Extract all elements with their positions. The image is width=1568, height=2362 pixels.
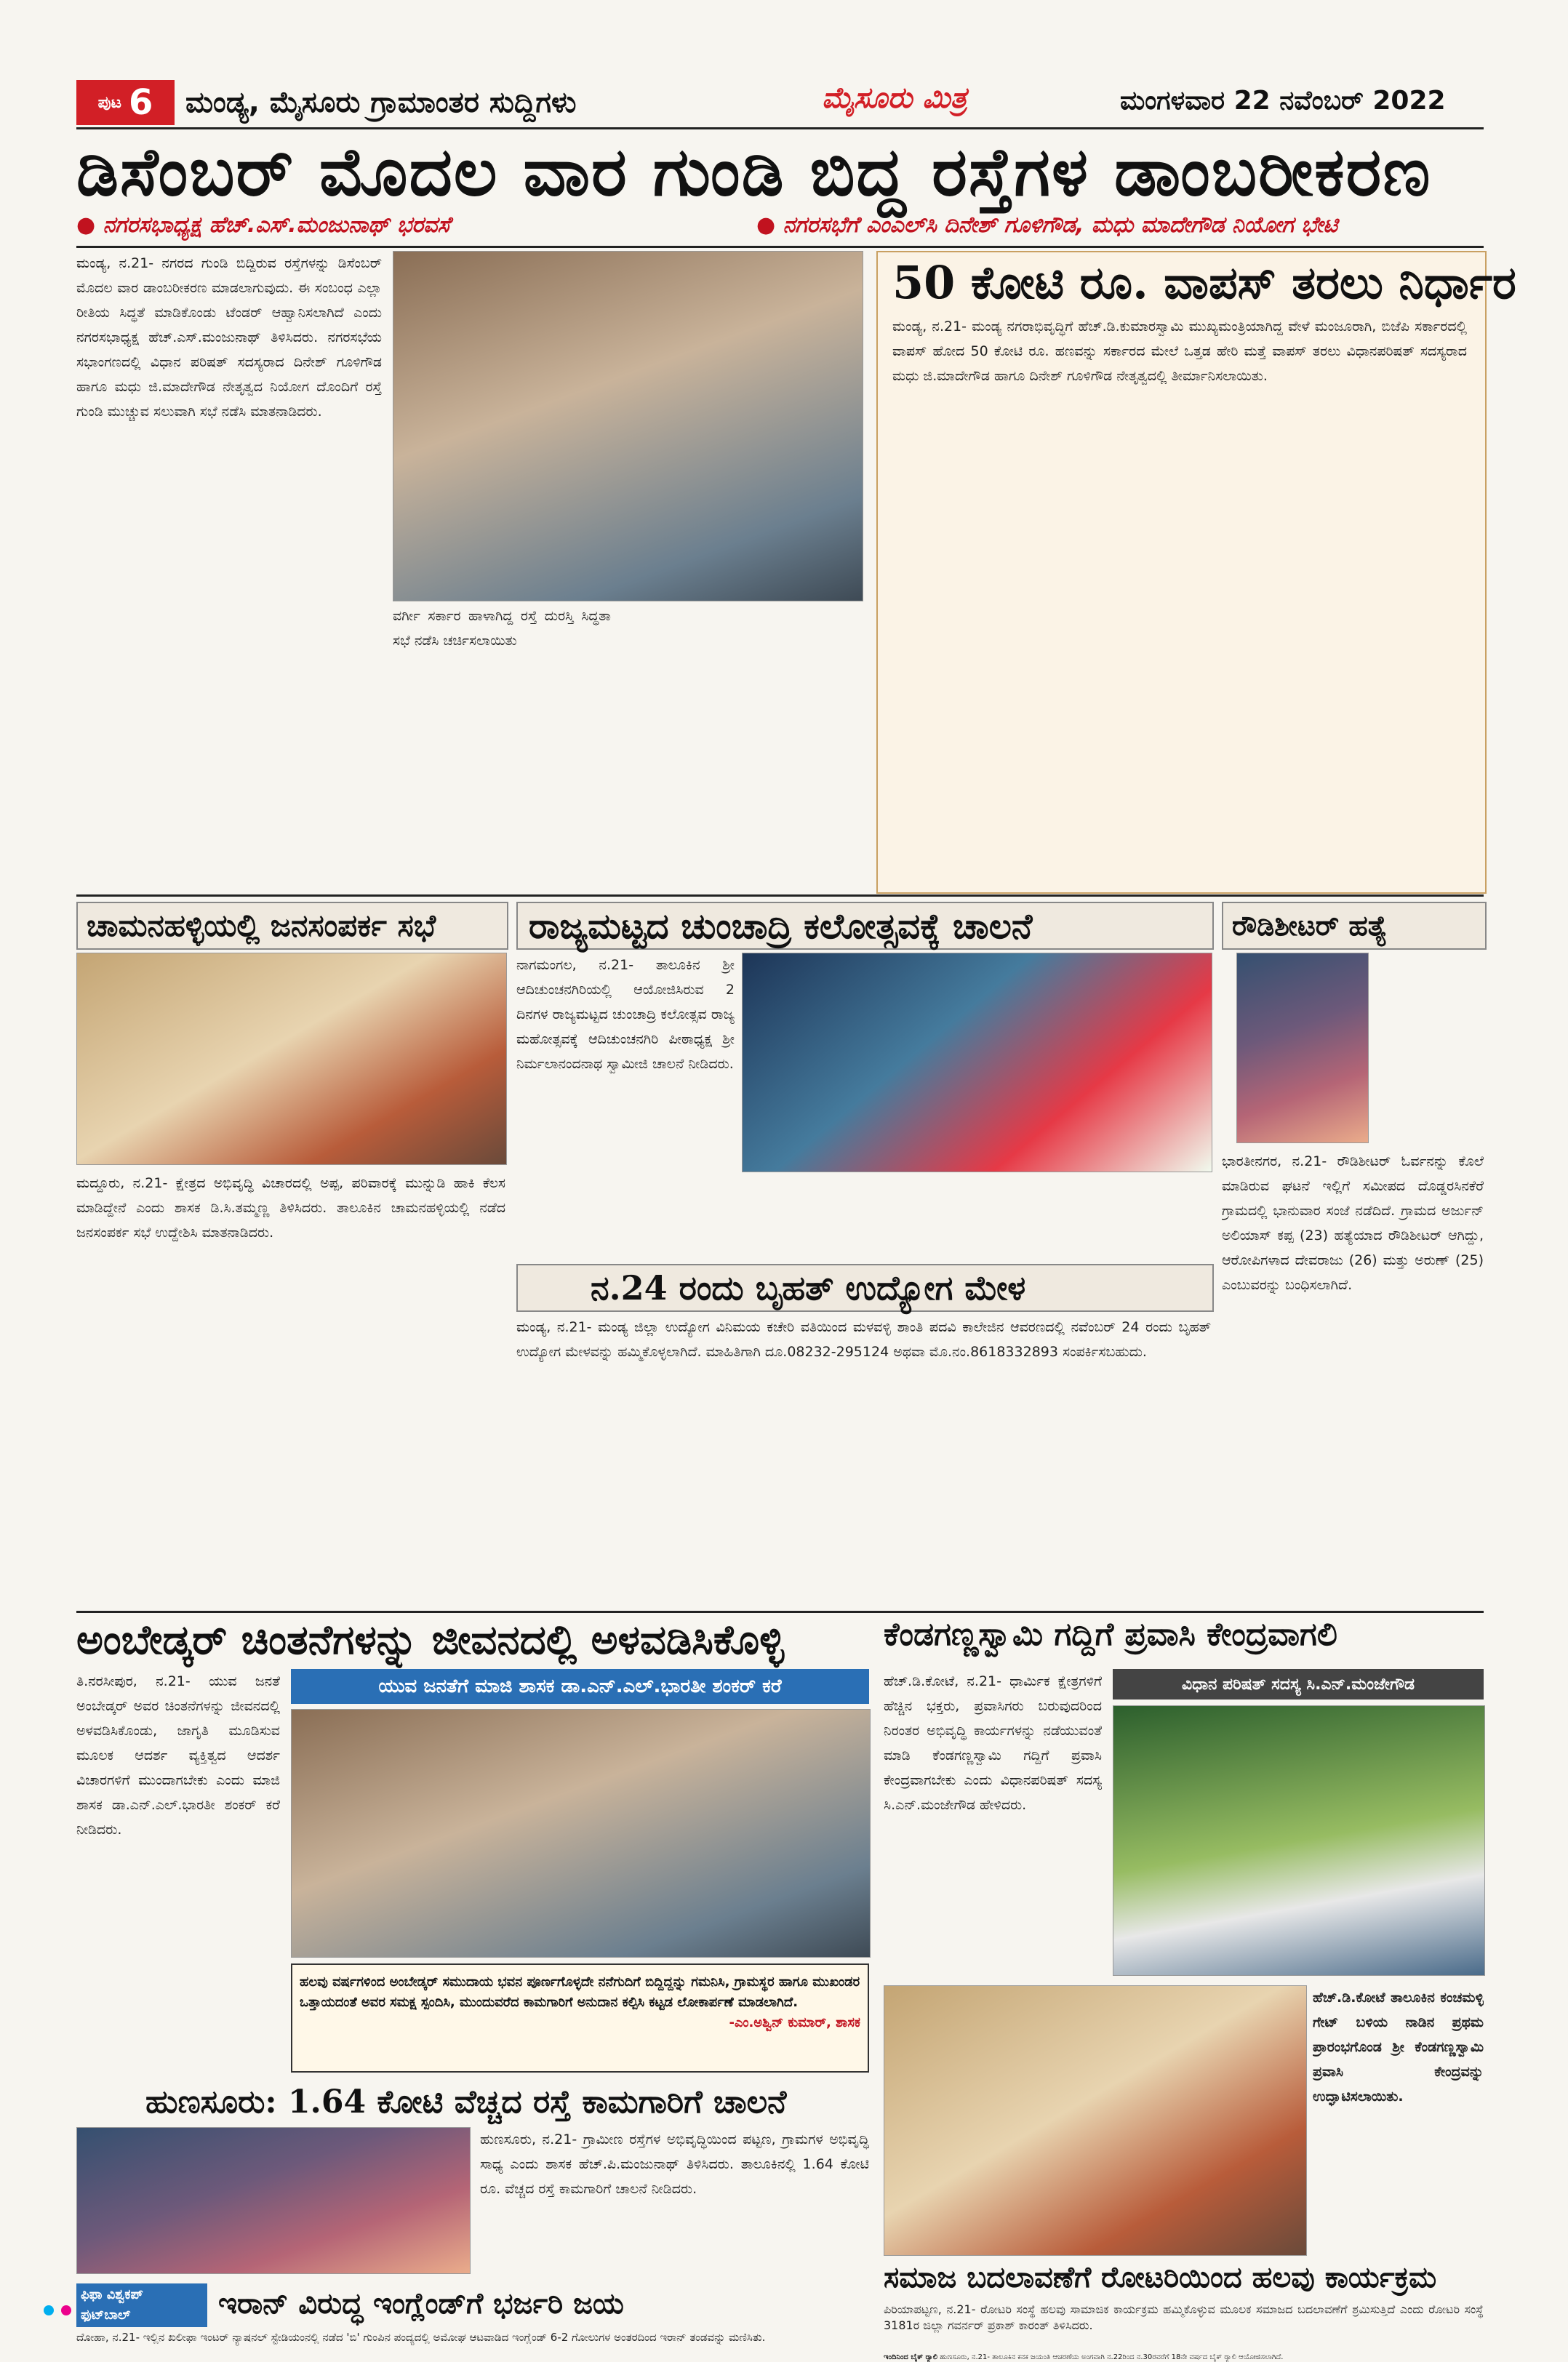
story-hunsur-headline: ಹುಣಸೂರು: 1.64 ಕೋಟಿ ವೆಚ್ಚದ ರಸ್ತೆ ಕಾಮಗಾರಿಗೆ ಚಾಲನೆ xyxy=(145,2083,787,2121)
lead-caption: ವರ್ಗೀ ಸರ್ಕಾರ ಹಾಳಾಗಿದ್ದ ರಸ್ತೆ ದುರಸ್ತಿ ಸಿದ್ಧತಾ ಸಭೆ ನಡೆಸಿ ಚರ್ಚಿಸಲಾಯಿತು xyxy=(393,608,611,649)
story-rowdy-body-wrap xyxy=(1222,1149,1484,1607)
story-kalotsava-body-wrap xyxy=(516,953,735,1258)
story-50cr-body-wrap xyxy=(892,314,1467,881)
lead-headline: ಡಿಸೆಂಬರ್ ಮೊದಲ ವಾರ ಗುಂಡಿ ಬಿದ್ದ ರಸ್ತೆಗಳ ಡಾಂಬರೀಕರಣ xyxy=(76,132,1432,211)
story-janasampark-headline: ಚಾಮನಹಳ್ಳಿಯಲ್ಲಿ ಜನಸಂಪರ್ಕ ಸಭೆ xyxy=(87,908,436,943)
kendaganna-caption-wrap xyxy=(1313,1985,1484,2254)
story-bike-rally xyxy=(884,2353,1484,2362)
kalotsava-photo xyxy=(742,953,1212,1172)
kendaganna-band: ವಿಧಾನ ಪರಿಷತ್ ಸದಸ್ಯ ಸಿ.ಎನ್.ಮಂಜೇಗೌಡ xyxy=(1113,1669,1484,1700)
story-janasampark-body-wrap xyxy=(76,1171,505,1607)
story-kendaganna-headline: ಕೆಂಡಗಣ್ಣಸ್ವಾಮಿ ಗದ್ದಿಗೆ ಪ್ರವಾಸಿ ಕೇಂದ್ರವಾಗಲಿ xyxy=(884,1616,1337,1653)
lead-subhead-1: ● ನಗರಸಭಾಧ್ಯಕ್ಷ ಹೆಚ್.ಎಸ್.ಮಂಜುನಾಥ್ ಭರವಸೆ xyxy=(76,212,450,238)
section-title: ಮಂಡ್ಯ, ಮೈಸೂರು ಗ್ರಾಮಾಂತರ ಸುದ್ದಿಗಳು xyxy=(185,86,577,119)
story-kalotsava-head xyxy=(516,902,1214,950)
issue-date: ಮಂಗಳವಾರ 22 ನವೆಂಬರ್ 2022 xyxy=(1120,86,1446,116)
magenta-dot xyxy=(61,2305,71,2315)
story-hunsur-body: ಹುಣಸೂರು, ನ.21- ಗ್ರಾಮೀಣ ರಸ್ತೆಗಳ ಅಭಿವೃದ್ಧಿಯಿಂದ ಪಟ್ಟಣ, ಗ್ರಾಮಗಳ ಅಭಿವೃದ್ಧಿ ಸಾಧ್ಯ ಎಂದು ಶಾಸಕ ಹೆಚ್.ಪಿ.ಮಂಜುನಾಥ್ ತಿಳಿಸಿದರು. ತಾಲೂಕಿನಲ್ಲಿ 1.64 ಕೋಟಿ ರೂ. ವೆಚ್ಚದ ರಸ್ತೆ ಕಾಮಗಾರಿಗೆ ಚಾಲನೆ ನೀಡಿದರು. xyxy=(480,2131,869,2197)
fifa-tag-line1: ಫಿಫಾ ವಿಶ್ವಕಪ್ xyxy=(81,2287,143,2302)
story-ambedkar-headline: ಅಂಬೇಡ್ಕರ್ ಚಿಂತನೆಗಳನ್ನು ಜೀವನದಲ್ಲಿ ಅಳವಡಿಸಿಕೊಳ್ಳಿ xyxy=(76,1616,785,1664)
divider xyxy=(76,1611,1484,1613)
divider xyxy=(76,246,1484,248)
story-rotary-body-wrap xyxy=(884,2302,1484,2353)
story-fifa-body: ದೋಹಾ, ನ.21- ಇಲ್ಲಿನ ಖಲೀಫಾ ಇಂಟರ್ ನ್ಯಾಷನಲ್ ಸ್ಟೇಡಿಯಂನಲ್ಲಿ ನಡೆದ 'ಬಿ' ಗುಂಪಿನ ಪಂದ್ಯದಲ್ಲಿ ಅಮೋಘ ಆಟವಾಡಿದ ಇಂಗ್ಲೆಂಡ್ 6-2 ಗೋಲುಗಳ ಅಂತರದಿಂದ ಇರಾನ್ ತಂಡವನ್ನು ಮಣಿಸಿತು. xyxy=(76,2331,766,2344)
story-50cr-body: ಮಂಡ್ಯ, ನ.21- ಮಂಡ್ಯ ನಗರಾಭಿವೃದ್ಧಿಗೆ ಹೆಚ್.ಡಿ.ಕುಮಾರಸ್ವಾಮಿ ಮುಖ್ಯಮಂತ್ರಿಯಾಗಿದ್ದ ವೇಳೆ ಮಂಜೂರಾಗಿ, ಬಿಜೆಪಿ ಸರ್ಕಾರದಲ್ಲಿ ವಾಪಸ್ ಹೋದ 50 ಕೋಟಿ ರೂ. ಹಣವನ್ನು ಸರ್ಕಾರದ ಮೇಲೆ ಒತ್ತಡ ಹೇರಿ ಮತ್ತೆ ವಾಪಸ್ ತರಲು ವಿಧಾನಪರಿಷತ್ ಸದಸ್ಯರಾದ ಮಧು ಜಿ.ಮಾದೇಗೌಡ ಹಾಗೂ ದಿನೇಶ್ ಗೂಳಿಗೌಡ ನೇತೃತ್ವದಲ್ಲಿ ತೀರ್ಮಾನಿಸಲಾಯಿತು. xyxy=(892,319,1467,384)
newspaper-logo: ಮೈಸೂರು ಮಿತ್ರ xyxy=(822,81,967,115)
story-janasampark-body: ಮದ್ದೂರು, ನ.21- ಕ್ಷೇತ್ರದ ಅಭಿವೃದ್ಧಿ ವಿಚಾರದಲ್ಲಿ ಅಪ್ಪ, ಪರಿವಾರಕ್ಕೆ ಮುನ್ನುಡಿ ಹಾಕಿ ಕೆಲಸ ಮಾಡಿದ್ದೇನೆ ಎಂದು ಶಾಸಕ ಡಿ.ಸಿ.ತಮ್ಮಣ್ಣ ತಿಳಿಸಿದರು. ತಾಲೂಕಿನ ಚಾಮನಹಳ್ಳಿಯಲ್ಲಿ ನಡೆದ ಜನಸಂಪರ್ಕ ಸಭೆ ಉದ್ದೇಶಿಸಿ ಮಾತನಾಡಿದರು. xyxy=(76,1175,505,1241)
rowdy-photo xyxy=(1236,953,1369,1143)
hunsur-photo xyxy=(76,2127,471,2274)
story-ambedkar-body: ತಿ.ನರಸೀಪುರ, ನ.21- ಯುವ ಜನತೆ ಅಂಬೇಡ್ಕರ್ ಅವರ ಚಿಂತನೆಗಳನ್ನು ಜೀವನದಲ್ಲಿ ಅಳವಡಿಸಿಕೊಂಡು, ಜಾಗೃತಿ ಮೂಡಿಸುವ ಮೂಲಕ ಆದರ್ಶ ವ್ಯಕ್ತಿತ್ವದ ಆದರ್ಶ ವಿಚಾರಗಳಿಗೆ ಮುಂದಾಗಬೇಕು ಎಂದು ಮಾಜಿ ಶಾಸಕ ಡಾ.ಎನ್.ಎಲ್.ಭಾರತೀ ಶಂಕರ್ ಕರೆ ನೀಡಿದರು. xyxy=(76,1673,280,1838)
page-number: 6 xyxy=(128,82,153,123)
story-rotary-body: ಪಿರಿಯಾಪಟ್ಟಣ, ನ.21- ರೋಟರಿ ಸಂಸ್ಥೆ ಹಲವು ಸಾಮಾಜಿಕ ಕಾರ್ಯಕ್ರಮ ಹಮ್ಮಿಕೊಳ್ಳುವ ಮೂಲಕ ಸಮಾಜದ ಬದಲಾವಣೆಗೆ ಶ್ರಮಿಸುತ್ತಿದೆ ಎಂದು ರೋಟರಿ ಸಂಸ್ಥೆ 3181ರ ಜಿಲ್ಲಾ ಗವರ್ನರ್ ಪ್ರಕಾಶ್ ಕಾರಂತ್ ತಿಳಿಸಿದರು. xyxy=(884,2302,1484,2332)
story-rowdy-body: ಭಾರತೀನಗರ, ನ.21- ರೌಡಿಶೀಟರ್ ಓರ್ವನನ್ನು ಕೊಲೆ ಮಾಡಿರುವ ಘಟನೆ ಇಲ್ಲಿಗೆ ಸಮೀಪದ ದೊಡ್ಡರಸಿನಕೆರೆ ಗ್ರಾಮದಲ್ಲಿ ಭಾನುವಾರ ಸಂಜೆ ನಡೆದಿದೆ. ಗ್ರಾಮದ ಅರ್ಜುನ್ ಅಲಿಯಾಸ್ ಕಪ್ಪ (23) ಹತ್ಯೆಯಾದ ರೌಡಿಶೀಟರ್ ಆಗಿದ್ದು, ಆರೋಪಿಗಳಾದ ದೇವರಾಜು (26) ಮತ್ತು ಅರುಣ್ (25) ಎಂಬುವರನ್ನು ಬಂಧಿಸಲಾಗಿದೆ. xyxy=(1222,1153,1484,1293)
story-jobfair-head xyxy=(516,1264,1214,1312)
ambedkar-quote: ಹಲವು ವರ್ಷಗಳಿಂದ ಅಂಬೇಡ್ಕರ್ ಸಮುದಾಯ ಭವನ ಪೂರ್ಣಗೊಳ್ಳದೇ ನನೆಗುದಿಗೆ ಬಿದ್ದಿದ್ದನ್ನು ಗಮನಿಸಿ, ಗ್ರಾಮಸ್ಥರ ಹಾಗೂ ಮುಖಂಡರ ಒತ್ತಾಯದಂತೆ ಅವರ ಸಮಕ್ಷ ಸ್ಪಂದಿಸಿ, ಮುಂದುವರೆದ ಕಾಮಗಾರಿಗೆ ಅನುದಾನ ಕಲ್ಪಿಸಿ ಕಟ್ಟಡ ಲೋಕಾರ್ಪಣೆ ಮಾಡಲಾಗಿದೆ. xyxy=(300,1974,860,2010)
story-bike-rally-body: ಹುಣಸೂರು, ನ.21- ತಾಲೂಕಿನ ಕನಕ ಜಯಂತಿ ಆಚರಣೆಯ ಅಂಗವಾಗಿ ನ.22ರಿಂದ ನ.30ರವರೆಗೆ 18ನೇ ವರ್ಷದ ಬೈಕ್ ರ್‍ಯಾಲಿ ಆಯೋಜಿಸಲಾಗಿದೆ. xyxy=(940,2353,1284,2361)
story-jobfair-headline: ನ.24 ರಂದು ಬೃಹತ್ ಉದ್ಯೋಗ ಮೇಳ xyxy=(591,1268,1026,1308)
story-kalotsava-headline: ರಾಜ್ಯಮಟ್ಟದ ಚುಂಚಾದ್ರಿ ಕಲೋತ್ಸವಕ್ಕೆ ಚಾಲನೆ xyxy=(529,906,1033,947)
lead-caption-col xyxy=(393,604,611,891)
lead-subhead-2: ● ನಗರಸಭೆಗೆ ಎಂಎಲ್‌ಸಿ ದಿನೇಶ್ ಗೂಳಿಗೌಡ, ಮಧು ಮಾದೇಗೌಡ ನಿಯೋಗ ಭೇಟಿ xyxy=(756,212,1338,238)
fifa-tag xyxy=(76,2283,207,2327)
story-ambedkar-body-wrap xyxy=(76,1669,280,2076)
kendaganna-caption: ಹೆಚ್.ಡಿ.ಕೋಟೆ ತಾಲೂಕಿನ ಕಂಚಮಳ್ಳಿ ಗೇಟ್ ಬಳಿಯ ನಾಡಿನ ಪ್ರಥಮ ಪ್ರಾರಂಭಗೊಂಡ ಶ್ರೀ ಕೆಂಡಗಣ್ಣಸ್ವಾಮಿ ಪ್ರವಾಸಿ ಕೇಂದ್ರವನ್ನು ಉದ್ಘಾಟಿಸಲಾಯಿತು. xyxy=(1313,1990,1484,2105)
lead-body-col1 xyxy=(76,251,382,891)
story-50cr-box xyxy=(876,251,1516,894)
story-rowdy-headline: ರೌಡಿಶೀಟರ್ ಹತ್ಯೆ xyxy=(1232,909,1388,942)
fifa-tag-line2: ಫುಟ್‌ಬಾಲ್ xyxy=(81,2307,131,2323)
lead-photo xyxy=(393,251,863,601)
janasampark-photo xyxy=(76,953,507,1165)
story-fifa-body-wrap xyxy=(76,2330,869,2352)
kendaganna-photo-1 xyxy=(1113,1705,1485,1976)
story-fifa-box xyxy=(76,2283,869,2353)
story-janasampark-head xyxy=(76,902,508,950)
story-fifa-headline: ಇರಾನ್ ವಿರುದ್ಧ ಇಂಗ್ಲೆಂಡ್‌ಗೆ ಭರ್ಜರಿ ಜಯ xyxy=(218,2286,624,2321)
page-label: ಪುಟ xyxy=(97,93,121,112)
cyan-dot xyxy=(44,2305,54,2315)
ambedkar-quote-by: -ಎಂ.ಅಶ್ವಿನ್ ಕುಮಾರ್, ಶಾಸಕ xyxy=(729,2015,860,2030)
divider xyxy=(76,894,1484,897)
ambedkar-band: ಯುವ ಜನತೆಗೆ ಮಾಜಿ ಶಾಸಕ ಡಾ.ಎನ್.ಎಲ್.ಭಾರತೀ ಶಂಕರ್ ಕರೆ xyxy=(291,1669,869,1704)
story-jobfair-body-wrap xyxy=(516,1315,1211,1606)
kendaganna-photo-2 xyxy=(884,1985,1307,2256)
story-kalotsava-body: ನಾಗಮಂಗಲ, ನ.21- ತಾಲೂಕಿನ ಶ್ರೀ ಆದಿಚುಂಚನಗಿರಿಯಲ್ಲಿ ಆಯೋಜಿಸಿರುವ 2 ದಿನಗಳ ರಾಜ್ಯಮಟ್ಟದ ಚುಂಚಾದ್ರಿ ಕಲೋತ್ಸವ ರಾಜ್ಯ ಮಹೋತ್ಸವಕ್ಕೆ ಆದಿಚುಂಚನಗಿರಿ ಪೀಠಾಧ್ಯಕ್ಷ ಶ್ರೀ ನಿರ್ಮಲಾನಂದನಾಥ ಸ್ವಾಮೀಜಿ ಚಾಲನೆ ನೀಡಿದರು. xyxy=(516,957,735,1072)
ambedkar-quote-box xyxy=(291,1963,869,2073)
story-50cr-headline: 50 ಕೋಟಿ ರೂ. ವಾಪಸ್ ತರಲು ನಿರ್ಧಾರ xyxy=(892,256,1516,309)
page-number-box xyxy=(76,80,175,125)
lead-body: ಮಂಡ್ಯ, ನ.21- ನಗರದ ಗುಂಡಿ ಬಿದ್ದಿರುವ ರಸ್ತೆಗಳನ್ನು ಡಿಸೆಂಬರ್ ಮೊದಲ ವಾರ ಡಾಂಬರೀಕರಣ ಮಾಡಲಾಗುವುದು. ಈ ಸಂಬಂಧ ಎಲ್ಲಾ ರೀತಿಯ ಸಿದ್ಧತೆ ಮಾಡಿಕೊಂಡು ಟೆಂಡರ್ ಆಹ್ವಾನಿಸಲಾಗಿದೆ ಎಂದು ನಗರಸಭಾಧ್ಯಕ್ಷ ಹೆಚ್.ಎಸ್.ಮಂಜುನಾಥ್ ತಿಳಿಸಿದರು. ನಗರಸಭೆಯ ಸಭಾಂಗಣದಲ್ಲಿ ವಿಧಾನ ಪರಿಷತ್ ಸದಸ್ಯರಾದ ದಿನೇಶ್ ಗೂಳಿಗೌಡ ಹಾಗೂ ಮಧು ಜಿ.ಮಾದೇಗೌಡ ನೇತೃತ್ವದ ನಿಯೋಗ ದೊಂದಿಗೆ ರಸ್ತೆ ಗುಂಡಿ ಮುಚ್ಚುವ ಸಲುವಾಗಿ ಸಭೆ ನಡೆಸಿ ಮಾತನಾಡಿದರು. xyxy=(76,255,382,420)
story-hunsur-body-wrap xyxy=(480,2127,869,2280)
ambedkar-photo xyxy=(291,1709,871,1958)
story-rotary-headline: ಸಮಾಜ ಬದಲಾವಣೆಗೆ ರೋಟರಿಯಿಂದ ಹಲವು ಕಾರ್ಯಕ್ರಮ xyxy=(884,2260,1437,2294)
story-kendaganna-body-wrap xyxy=(884,1669,1102,1974)
story-bike-rally-headline: ಇಂದಿನಿಂದ ಬೈಕ್ ರ್‍ಯಾಲಿ xyxy=(884,2353,938,2361)
story-rowdy-head xyxy=(1222,902,1487,950)
story-jobfair-body: ಮಂಡ್ಯ, ನ.21- ಮಂಡ್ಯ ಜಿಲ್ಲಾ ಉದ್ಯೋಗ ವಿನಿಮಯ ಕಚೇರಿ ವತಿಯಿಂದ ಮಳವಳ್ಳಿ ಶಾಂತಿ ಪದವಿ ಕಾಲೇಜಿನ ಆವರಣದಲ್ಲಿ ನವೆಂಬರ್ 24 ರಂದು ಬೃಹತ್ ಉದ್ಯೋಗ ಮೇಳವನ್ನು ಹಮ್ಮಿಕೊಳ್ಳಲಾಗಿದೆ. ಮಾಹಿತಿಗಾಗಿ ದೂ.08232-295124 ಅಥವಾ ಮೊ.ನಂ.8618332893 ಸಂಪರ್ಕಿಸಬಹುದು. xyxy=(516,1319,1211,1360)
story-kendaganna-body: ಹೆಚ್.ಡಿ.ಕೋಟೆ, ನ.21- ಧಾರ್ಮಿಕ ಕ್ಷೇತ್ರಗಳಿಗೆ ಹೆಚ್ಚಿನ ಭಕ್ತರು, ಪ್ರವಾಸಿಗರು ಬರುವುದರಿಂದ ನಿರಂತರ ಅಭಿವೃದ್ಧಿ ಕಾರ್ಯಗಳನ್ನು ನಡೆಯುವಂತೆ ಮಾಡಿ ಕೆಂಡಗಣ್ಣಸ್ವಾಮಿ ಗದ್ದಿಗೆ ಪ್ರವಾಸಿ ಕೇಂದ್ರವಾಗಬೇಕು ಎಂದು ವಿಧಾನಪರಿಷತ್ ಸದಸ್ಯ ಸಿ.ಎನ್.ಮಂಜೇಗೌಡ ಹೇಳಿದರು. xyxy=(884,1673,1102,1813)
